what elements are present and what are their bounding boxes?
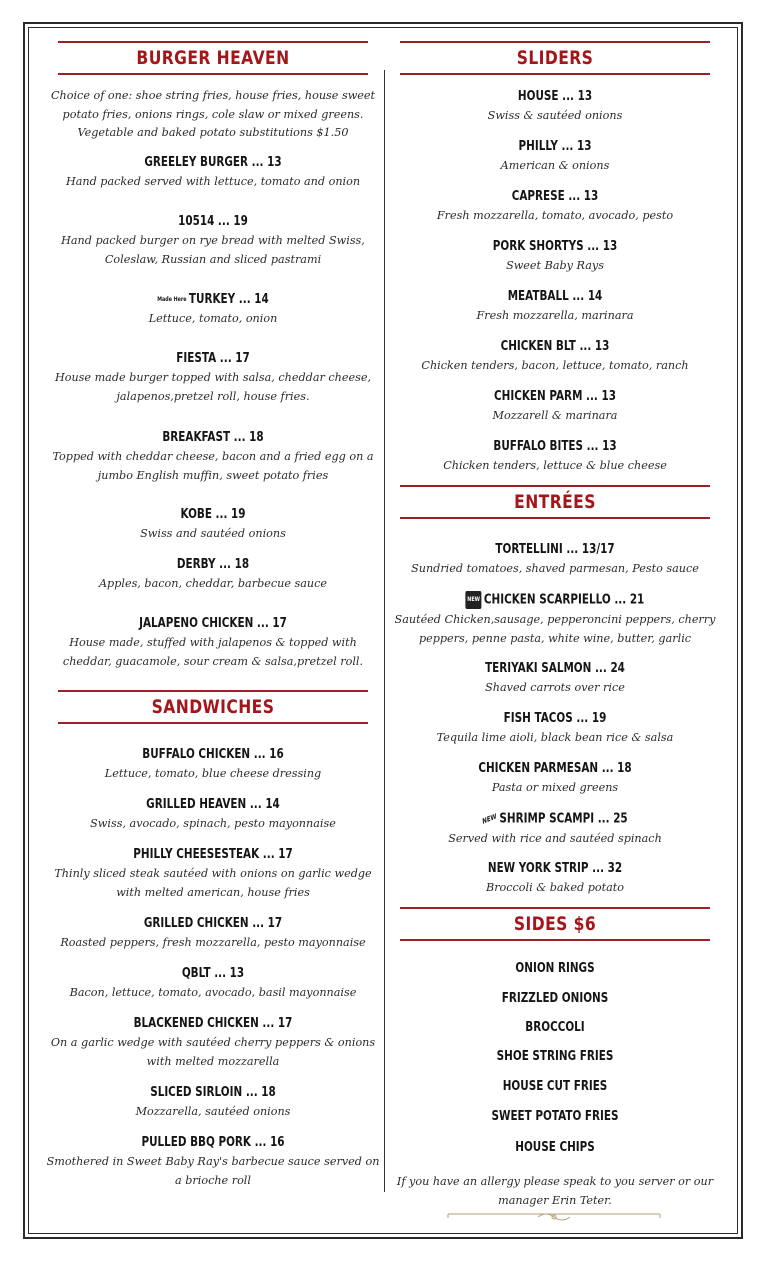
item-name: NEW YORK STRIP ... 32 xyxy=(487,861,623,876)
item-name: PORK SHORTYS ... 13 xyxy=(492,239,618,254)
menu-item xyxy=(388,760,722,797)
item-desc: Served with rice and sautéed spinach xyxy=(448,831,662,845)
section-title: BURGER HEAVEN xyxy=(136,47,290,69)
item-name: CHICKEN BLT ... 13 xyxy=(500,339,610,354)
section-title: ENTRÉES xyxy=(514,491,596,513)
item-name: PULLED BBQ PORK ... 16 xyxy=(141,1135,285,1150)
item-desc: Lettuce, tomato, blue cheese dressing xyxy=(104,767,322,780)
menu-item xyxy=(46,746,380,783)
item-desc: Hand packed served with lettuce, tomato and onion xyxy=(65,175,361,188)
item-desc: Mozzarella, sautéed onions xyxy=(135,1105,291,1118)
item-desc: Hand packed burger on rye bread with melted Swiss, Coleslaw, Russian and sliced pastrami xyxy=(61,234,365,266)
menu-item xyxy=(388,810,722,848)
item-name: BREAKFAST ... 18 xyxy=(162,430,264,445)
side-item xyxy=(388,1139,722,1157)
menu-item xyxy=(388,388,722,425)
item-name: HOUSE CHIPS xyxy=(515,1140,595,1155)
item-name: CHICKEN PARMESAN ... 18 xyxy=(478,761,632,776)
side-item xyxy=(388,960,722,978)
item-name: ONION RINGS xyxy=(515,961,595,976)
item-name: SHRIMP SCAMPI ... 25 xyxy=(499,811,628,827)
menu-item xyxy=(46,846,380,902)
item-name: SLICED SIRLOIN ... 18 xyxy=(150,1085,276,1100)
menu-item xyxy=(388,338,722,375)
item-name: FRIZZLED ONIONS xyxy=(501,991,609,1006)
item-desc: Pasta or mixed greens xyxy=(491,781,619,794)
item-desc: Swiss & sautéed onions xyxy=(487,109,623,122)
item-desc: Sundried tomatoes, shaved parmesan, Pesto sauce xyxy=(411,562,699,575)
section-title: SANDWICHES xyxy=(151,696,275,718)
item-name-row xyxy=(79,291,346,309)
item-name: QBLT ... 13 xyxy=(181,966,245,981)
menu-item xyxy=(46,213,380,269)
item-desc: Chicken tenders, bacon, lettuce, tomato, ranch xyxy=(421,359,689,372)
item-name: HOUSE ... 13 xyxy=(517,89,593,104)
section-header-entrees xyxy=(400,485,710,519)
menu-item xyxy=(388,238,722,275)
made-here-badge: Made Here xyxy=(157,295,187,303)
menu-item xyxy=(388,88,722,125)
item-name: BUFFALO CHICKEN ... 16 xyxy=(142,747,284,762)
menu-item xyxy=(388,860,722,897)
item-desc: Fresh mozzarella, marinara xyxy=(476,309,634,322)
item-name: TURKEY ... 14 xyxy=(188,292,269,307)
section-header-sliders xyxy=(400,41,710,75)
item-name: BLACKENED CHICKEN ... 17 xyxy=(133,1016,293,1031)
item-desc: Roasted peppers, fresh mozzarella, pesto mayonnaise xyxy=(60,936,366,949)
menu-item xyxy=(46,291,380,328)
item-desc: Swiss, avocado, spinach, pesto mayonnaise xyxy=(90,817,336,830)
menu-item xyxy=(46,556,380,593)
section-title: SIDES $6 xyxy=(513,913,597,935)
menu-item xyxy=(46,154,380,191)
item-name: PHILLY CHEESESTEAK ... 17 xyxy=(133,847,293,862)
item-desc: Thinly sliced steak sautéed with onions on garlic wedge with melted american, house fries xyxy=(54,867,372,899)
side-item xyxy=(388,1019,722,1037)
menu-item xyxy=(46,796,380,833)
item-desc: Shaved carrots over rice xyxy=(485,681,625,694)
item-desc: Apples, bacon, cheddar, barbecue sauce xyxy=(98,577,328,590)
item-name: BUFFALO BITES ... 13 xyxy=(493,439,617,454)
item-name: HOUSE CUT FRIES xyxy=(502,1079,608,1094)
allergy-note: If you have an allergy please speak to you server or our manager Erin Teter. xyxy=(396,1175,714,1207)
item-desc: House made burger topped with salsa, cheddar cheese, jalapenos,pretzel roll, house fries. xyxy=(54,371,372,403)
item-name: KOBE ... 19 xyxy=(180,507,246,522)
item-name: GRILLED CHICKEN ... 17 xyxy=(143,916,283,931)
item-desc: Mozzarell & marinara xyxy=(492,409,618,422)
item-desc: House made, stuffed with jalapenos & topped with cheddar, guacamole, sour cream & salsa,pretzel roll. xyxy=(62,636,364,668)
menu-item xyxy=(388,438,722,475)
item-desc: Swiss and sautéed onions xyxy=(140,527,286,540)
section-header-burger-heaven xyxy=(58,41,368,75)
item-name: FIESTA ... 17 xyxy=(176,351,250,366)
item-name: CHICKEN SCARPIELLO ... 21 xyxy=(483,592,645,608)
item-name-row xyxy=(421,591,688,610)
menu-item xyxy=(388,541,722,578)
ornament-flourish xyxy=(446,1210,662,1224)
item-desc: Tequila lime aioli, black bean rice & salsa xyxy=(436,731,674,744)
item-name: GRILLED HEAVEN ... 14 xyxy=(146,797,280,812)
menu-item xyxy=(388,288,722,325)
side-item xyxy=(388,1078,722,1096)
item-name: DERBY ... 18 xyxy=(176,557,250,572)
menu-item xyxy=(46,1015,380,1071)
menu-item xyxy=(46,1084,380,1121)
menu-item xyxy=(388,188,722,225)
item-name: MEATBALL ... 14 xyxy=(507,289,603,304)
item-name: TERIYAKI SALMON ... 24 xyxy=(485,661,625,676)
item-desc: Chicken tenders, lettuce & blue cheese xyxy=(443,459,667,472)
item-desc: Fresh mozzarella, tomato, avocado, pesto xyxy=(436,209,674,222)
item-name: PHILLY ... 13 xyxy=(518,139,592,154)
menu-item xyxy=(46,965,380,1002)
item-name: FISH TACOS ... 19 xyxy=(503,711,607,726)
menu-item xyxy=(46,350,380,406)
section-header-sandwiches xyxy=(58,690,368,724)
menu-item xyxy=(388,660,722,697)
menu-item xyxy=(46,506,380,543)
menu-item xyxy=(46,1134,380,1190)
item-name: 10514 ... 19 xyxy=(178,214,248,229)
new-badge: NEW xyxy=(466,591,482,609)
item-name: SHOE STRING FRIES xyxy=(496,1049,614,1064)
item-desc: On a garlic wedge with sautéed cherry peppers & onions with melted mozzarella xyxy=(50,1036,376,1068)
item-name: SWEET POTATO FRIES xyxy=(491,1109,619,1124)
menu-item xyxy=(388,138,722,175)
item-desc: Lettuce, tomato, onion xyxy=(148,312,278,325)
menu-item xyxy=(46,615,380,671)
side-item xyxy=(388,1108,722,1126)
item-desc: Bacon, lettuce, tomato, avocado, basil mayonnaise xyxy=(69,986,357,999)
section-header-sides xyxy=(400,907,710,941)
item-desc: Sweet Baby Rays xyxy=(506,259,604,272)
side-item xyxy=(388,990,722,1008)
section-title: SLIDERS xyxy=(516,47,594,69)
menu-item xyxy=(46,429,380,485)
item-desc: Smothered in Sweet Baby Ray's barbecue sauce served on a brioche roll xyxy=(46,1155,380,1187)
item-name: GREELEY BURGER ... 13 xyxy=(144,155,282,170)
item-name: BROCCOLI xyxy=(525,1020,585,1035)
side-item xyxy=(388,1048,722,1066)
menu-item xyxy=(388,710,722,747)
item-name-row xyxy=(421,810,688,829)
menu-item xyxy=(388,591,722,648)
item-name: JALAPENO CHICKEN ... 17 xyxy=(139,616,287,631)
menu-item xyxy=(46,915,380,952)
item-desc: Sautéed Chicken,sausage, pepperoncini peppers, cherry peppers, penne pasta, white wine, butter, garlic xyxy=(394,612,716,645)
item-desc: American & onions xyxy=(500,159,610,172)
item-desc: Topped with cheddar cheese, bacon and a fried egg on a jumbo English muffin, sweet potato fries xyxy=(52,450,374,482)
item-name: CAPRESE ... 13 xyxy=(511,189,599,204)
item-name: CHICKEN PARM ... 13 xyxy=(494,389,616,404)
burger-intro: Choice of one: shoe string fries, house fries, house sweet potato fries, onions rings, cole slaw or mixed greens. Vegetable and baked potato substitutions $1.50 xyxy=(50,89,376,139)
column-divider xyxy=(384,70,385,1192)
item-name: TORTELLINI ... 13/17 xyxy=(495,542,615,557)
new-badge: NEW xyxy=(481,812,498,826)
item-desc: Broccoli & baked potato xyxy=(485,881,625,894)
